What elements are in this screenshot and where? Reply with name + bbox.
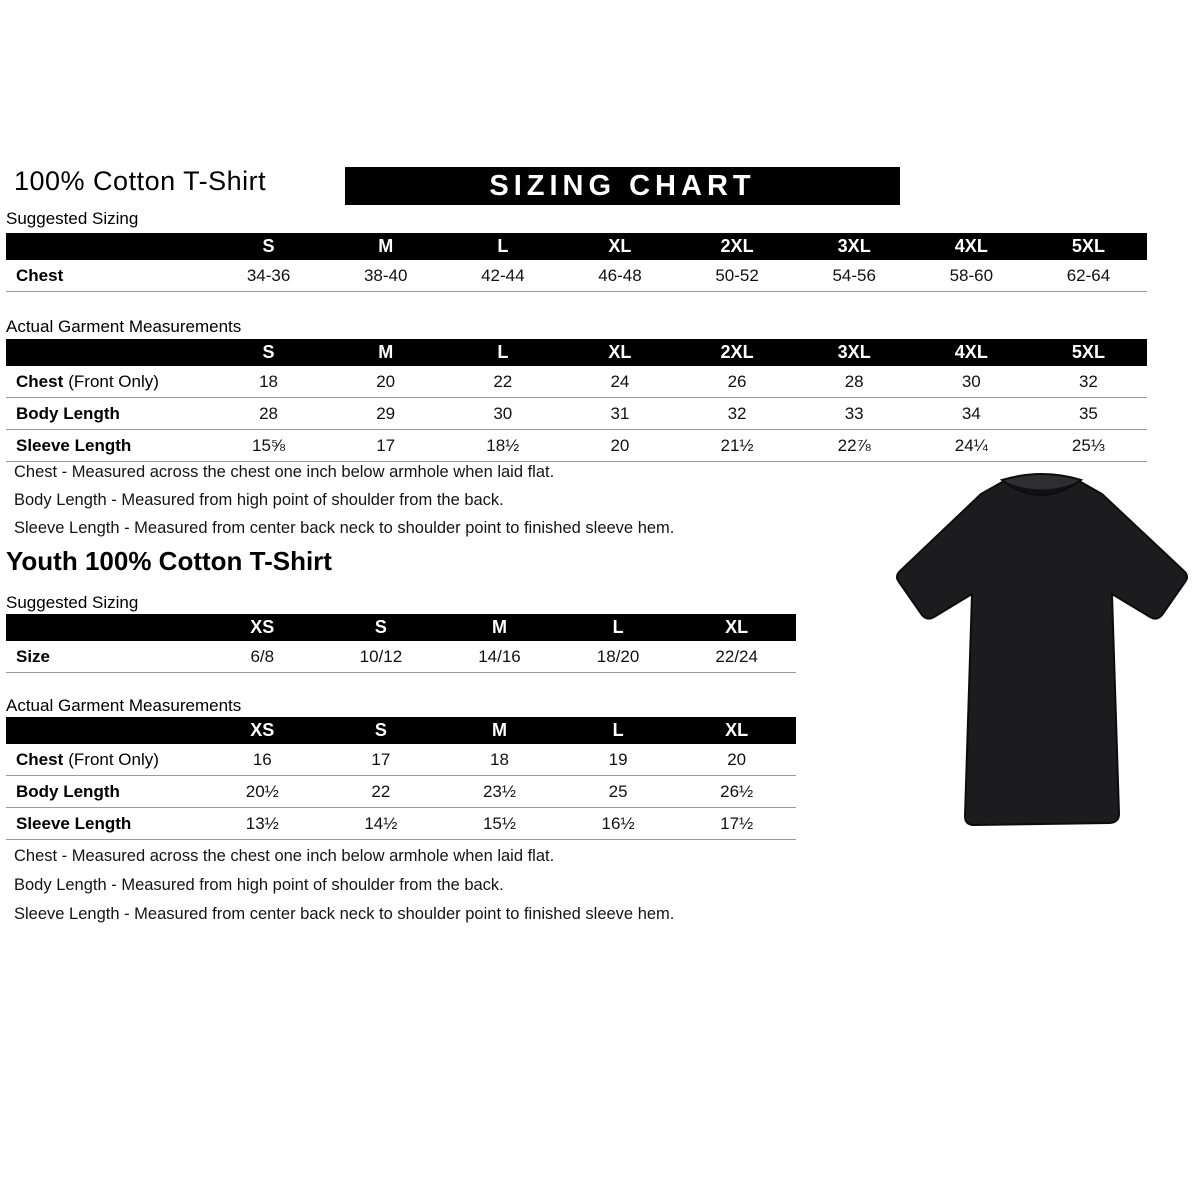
youth-measurement-notes bbox=[14, 842, 674, 929]
cell: 31 bbox=[610, 404, 630, 423]
cell: 30 bbox=[493, 404, 513, 423]
youth-suggested-table bbox=[6, 614, 796, 673]
cell: 22 bbox=[371, 782, 391, 801]
adult-suggested-table bbox=[6, 233, 1147, 292]
youth-title: Youth 100% Cotton T-Shirt bbox=[6, 546, 332, 576]
cell: 6/8 bbox=[250, 647, 275, 666]
cell: 13½ bbox=[245, 814, 279, 833]
cell: 58-60 bbox=[949, 266, 994, 285]
cell: 28 bbox=[844, 372, 864, 391]
cell: 25 bbox=[608, 782, 628, 801]
note-chest: Chest - Measured across the chest one inch below armhole when laid flat. bbox=[14, 847, 555, 865]
row-label: Body Length bbox=[16, 404, 120, 423]
cell: 15⅝ bbox=[252, 436, 286, 455]
cell: 17 bbox=[371, 750, 391, 769]
cell: 16 bbox=[252, 750, 272, 769]
size-col-header: XL bbox=[677, 717, 796, 744]
row-label-note: (Front Only) bbox=[68, 372, 159, 391]
cell: 23½ bbox=[482, 782, 517, 801]
cell: 33 bbox=[844, 404, 864, 423]
cell: 10/12 bbox=[359, 647, 403, 666]
size-col-header: 5XL bbox=[1030, 339, 1147, 366]
cell: 62-64 bbox=[1066, 266, 1111, 285]
cell: 34-36 bbox=[246, 266, 291, 285]
size-col-header: M bbox=[327, 233, 444, 260]
cell: 50-52 bbox=[715, 266, 759, 285]
table-header-row bbox=[6, 339, 1147, 366]
size-col-header: XS bbox=[203, 614, 322, 641]
cell: 18 bbox=[259, 372, 279, 391]
note-sleeve-length: Sleeve Length - Measured from center back neck to shoulder point to finished sleeve hem. bbox=[14, 519, 675, 537]
table-row bbox=[6, 744, 796, 776]
cell: 15½ bbox=[482, 814, 517, 833]
row-label: Sleeve Length bbox=[16, 436, 132, 455]
cell: 18½ bbox=[486, 436, 520, 455]
cell: 22/24 bbox=[715, 647, 758, 666]
cell: 22⅞ bbox=[837, 436, 871, 455]
cell: 21½ bbox=[720, 436, 754, 455]
cell: 18/20 bbox=[596, 647, 640, 666]
size-col-header: M bbox=[440, 717, 559, 744]
table-header-row bbox=[6, 717, 796, 744]
row-label bbox=[6, 744, 203, 776]
cell: 42-44 bbox=[481, 266, 525, 285]
size-col-header: 2XL bbox=[679, 339, 796, 366]
header-corner bbox=[6, 339, 210, 366]
note-body-length: Body Length - Measured from high point of shoulder from the back. bbox=[14, 876, 504, 894]
cell: 14½ bbox=[364, 814, 398, 833]
page-title: 100% Cotton T-Shirt bbox=[14, 166, 267, 196]
size-col-header: L bbox=[444, 233, 561, 260]
cell: 22 bbox=[493, 372, 513, 391]
cell: 20 bbox=[376, 372, 396, 391]
tshirt-image bbox=[888, 466, 1195, 838]
note-body-length: Body Length - Measured from high point of shoulder from the back. bbox=[14, 491, 504, 509]
cell: 18 bbox=[490, 750, 509, 769]
tshirt-graphic bbox=[888, 466, 1195, 838]
size-col-header: 4XL bbox=[913, 339, 1030, 366]
cell: 34 bbox=[961, 404, 981, 423]
table-row bbox=[6, 398, 1147, 430]
cell: 35 bbox=[1078, 404, 1098, 423]
table-row bbox=[6, 366, 1147, 398]
table-row bbox=[6, 430, 1147, 462]
table-row bbox=[6, 641, 796, 673]
row-label-text: Chest bbox=[16, 750, 64, 769]
size-col-header: 3XL bbox=[796, 233, 913, 260]
row-label-text: Chest bbox=[16, 372, 64, 391]
cell: 16½ bbox=[601, 814, 635, 833]
sizing-chart-banner: SIZING CHART bbox=[345, 167, 900, 205]
adult-actual-table bbox=[6, 339, 1147, 462]
cell: 17½ bbox=[720, 814, 754, 833]
cell: 20 bbox=[727, 750, 747, 769]
size-col-header: L bbox=[559, 614, 678, 641]
cell: 28 bbox=[259, 404, 279, 423]
table-row bbox=[6, 260, 1147, 292]
cell: 32 bbox=[1078, 372, 1098, 391]
size-col-header: 3XL bbox=[796, 339, 913, 366]
row-label bbox=[6, 366, 210, 398]
size-col-header: S bbox=[210, 233, 327, 260]
cell: 29 bbox=[376, 404, 396, 423]
cell: 26 bbox=[727, 372, 747, 391]
size-col-header: 4XL bbox=[913, 233, 1030, 260]
youth-actual-table bbox=[6, 717, 796, 840]
size-col-header: XL bbox=[561, 339, 678, 366]
size-col-header: L bbox=[444, 339, 561, 366]
adult-suggested-label: Suggested Sizing bbox=[6, 209, 139, 228]
table-row bbox=[6, 776, 796, 808]
header-corner bbox=[6, 717, 203, 744]
size-col-header: XS bbox=[203, 717, 322, 744]
cell: 30 bbox=[961, 372, 981, 391]
cell: 19 bbox=[608, 750, 628, 769]
adult-measurement-notes bbox=[14, 458, 674, 542]
youth-actual-label: Actual Garment Measurements bbox=[6, 696, 242, 715]
cell: 25⅓ bbox=[1071, 436, 1105, 455]
table-row bbox=[6, 808, 796, 840]
cell: 17 bbox=[376, 436, 396, 455]
cell: 26½ bbox=[720, 782, 754, 801]
size-col-header: M bbox=[440, 614, 559, 641]
note-chest: Chest - Measured across the chest one inch below armhole when laid flat. bbox=[14, 463, 555, 481]
cell: 54-56 bbox=[832, 266, 876, 285]
cell: 20½ bbox=[245, 782, 279, 801]
cell: 14/16 bbox=[478, 647, 521, 666]
row-label: Sleeve Length bbox=[16, 814, 132, 833]
cell: 24¼ bbox=[954, 436, 988, 455]
note-sleeve-length: Sleeve Length - Measured from center back neck to shoulder point to finished sleeve hem. bbox=[14, 905, 675, 923]
size-col-header: S bbox=[322, 717, 441, 744]
row-label: Chest bbox=[16, 266, 64, 285]
row-label: Size bbox=[16, 647, 51, 666]
table-header-row bbox=[6, 233, 1147, 260]
cell: 38-40 bbox=[363, 266, 408, 285]
youth-suggested-label: Suggested Sizing bbox=[6, 593, 139, 612]
size-col-header: 2XL bbox=[679, 233, 796, 260]
cell: 32 bbox=[727, 404, 747, 423]
size-col-header: M bbox=[327, 339, 444, 366]
size-col-header: S bbox=[210, 339, 327, 366]
adult-actual-label: Actual Garment Measurements bbox=[6, 317, 242, 336]
header-corner bbox=[6, 614, 203, 641]
size-col-header: 5XL bbox=[1030, 233, 1147, 260]
size-col-header: XL bbox=[677, 614, 796, 641]
size-col-header: XL bbox=[561, 233, 678, 260]
cell: 20 bbox=[610, 436, 630, 455]
table-header-row bbox=[6, 614, 796, 641]
cell: 46-48 bbox=[598, 266, 642, 285]
row-label-note: (Front Only) bbox=[68, 750, 159, 769]
cell: 24 bbox=[610, 372, 630, 391]
header-corner bbox=[6, 233, 210, 260]
row-label: Body Length bbox=[16, 782, 120, 801]
size-col-header: L bbox=[559, 717, 678, 744]
size-col-header: S bbox=[322, 614, 441, 641]
